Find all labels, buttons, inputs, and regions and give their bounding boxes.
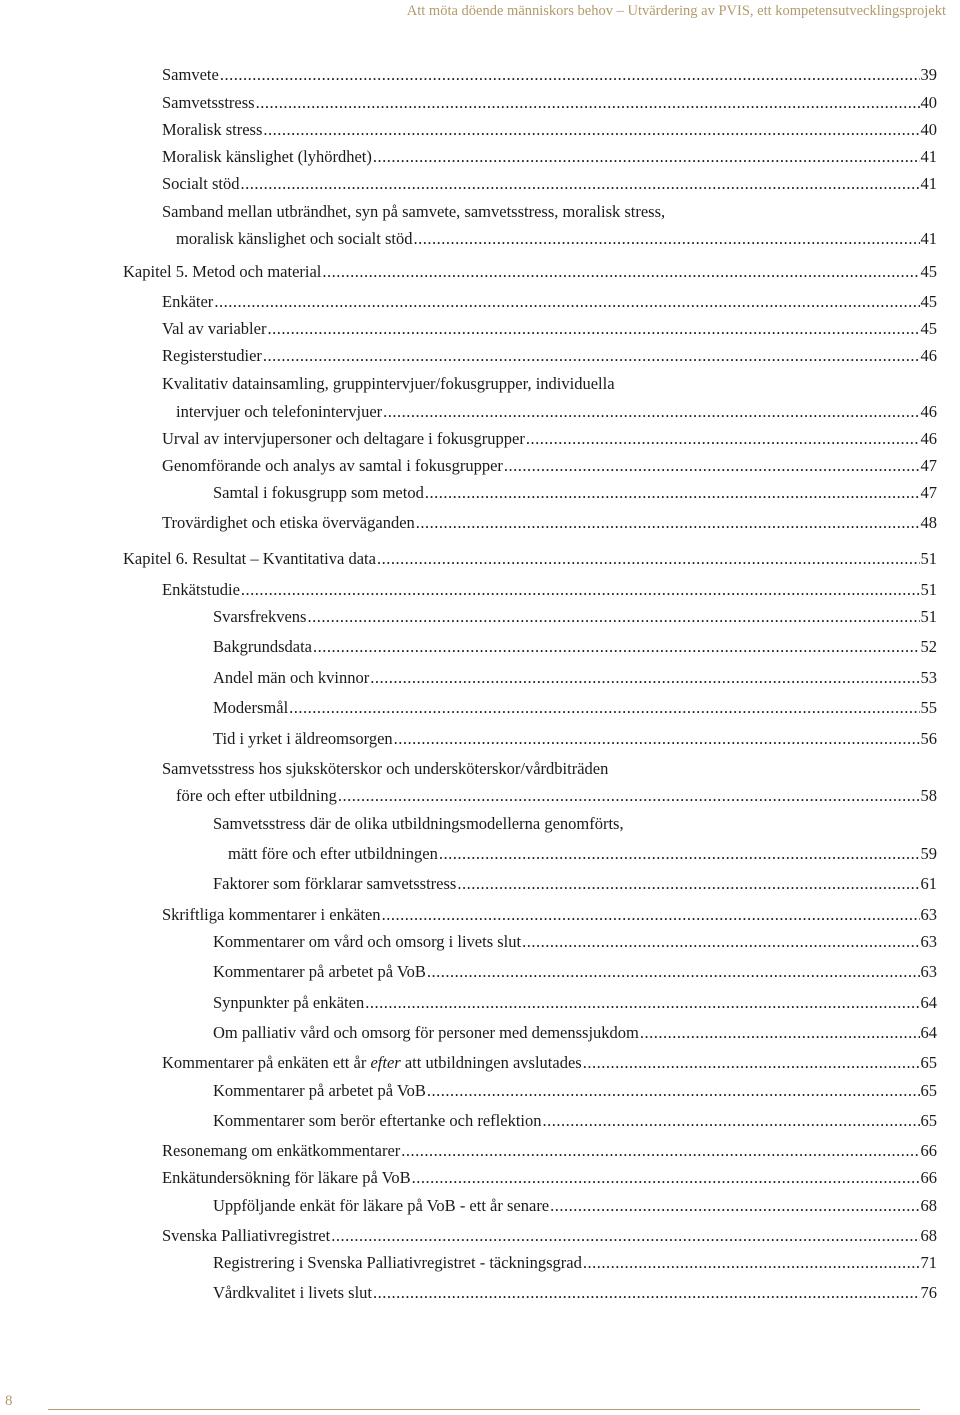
dot-leader	[331, 1225, 919, 1247]
dot-leader	[289, 697, 919, 719]
toc-entry-title: Samband mellan utbrändhet, syn på samvete, samvetsstress, moralisk stress,	[162, 202, 666, 221]
toc-entry-title: Bakgrundsdata	[213, 637, 312, 656]
dot-leader	[263, 119, 919, 141]
dot-leader	[583, 1052, 920, 1074]
toc-entry	[162, 318, 937, 340]
dot-leader	[425, 482, 920, 504]
toc-entry-title: Trovärdighet och etiska överväganden	[162, 513, 415, 532]
toc-entry	[162, 512, 937, 534]
dot-leader	[338, 785, 920, 807]
toc-entry-title: Svarsfrekvens	[213, 607, 307, 626]
toc-entry	[162, 345, 937, 367]
dot-leader	[383, 401, 919, 423]
toc-entry-page: 63	[920, 905, 937, 924]
toc-entry-page: 45	[920, 262, 937, 281]
toc-entry-page: 63	[920, 932, 937, 951]
toc-entry	[162, 904, 937, 926]
toc-entry-title: Skriftliga kommentarer i enkäten	[162, 905, 381, 924]
toc-entry-title: Enkätundersökning för läkare på VoB	[162, 1168, 411, 1187]
toc-entry	[176, 228, 937, 250]
toc-entry-title: Kvalitativ datainsamling, gruppintervjuer/fokusgrupper, individuella	[162, 374, 615, 393]
dot-leader	[416, 512, 920, 534]
toc-entry	[162, 1225, 937, 1247]
toc-entry-title: Tid i yrket i äldreomsorgen	[213, 729, 393, 748]
dot-leader	[241, 579, 920, 601]
toc-entry	[213, 1195, 937, 1217]
dot-leader	[413, 228, 919, 250]
toc-entry	[162, 173, 937, 195]
dot-leader	[220, 64, 920, 86]
toc-entry-title: moralisk känslighet och socialt stöd	[176, 229, 413, 248]
dot-leader	[394, 728, 920, 750]
toc-entry-title: Kommentarer på arbetet på VoB	[213, 962, 426, 981]
toc-entry-page: 65	[920, 1081, 937, 1100]
toc-entry-title: Samvetsstress där de olika utbildningsmodellerna genomförts,	[213, 814, 624, 833]
dot-leader	[550, 1195, 919, 1217]
dot-leader	[322, 261, 919, 283]
dot-leader	[307, 606, 919, 628]
toc-entry-title: Enkäter	[162, 292, 214, 311]
toc-entry-title: Registerstudier	[162, 346, 262, 365]
dot-leader	[313, 636, 920, 658]
toc-entry-title: Socialt stöd	[162, 174, 240, 193]
toc-entry-page: 40	[920, 120, 937, 139]
dot-leader	[214, 291, 919, 313]
toc-entry	[213, 636, 937, 658]
dot-leader	[439, 843, 920, 865]
toc-entry-page: 46	[920, 402, 937, 421]
toc-entry	[228, 843, 937, 865]
dot-leader	[382, 904, 920, 926]
toc-entry-title: Enkätstudie	[162, 580, 240, 599]
toc-entry-page: 39	[920, 65, 937, 84]
dot-leader	[526, 428, 920, 450]
toc-entry-page: 56	[920, 729, 937, 748]
toc-entry-title: Kommentarer om vård och omsorg i livets slut	[213, 932, 522, 951]
dot-leader	[457, 873, 919, 895]
toc-entry	[162, 1140, 937, 1162]
toc-entry	[213, 961, 937, 983]
toc-entry-page: 65	[920, 1111, 937, 1130]
toc-entry	[162, 455, 937, 477]
toc-entry	[162, 373, 937, 395]
toc-entry-page: 51	[920, 549, 937, 568]
toc-entry-title: Moralisk känslighet (lyhördhet)	[162, 147, 372, 166]
toc-entry-title: Samvete	[162, 65, 219, 84]
toc-entry	[213, 697, 937, 719]
dot-leader	[240, 173, 919, 195]
toc-entry-page: 68	[920, 1196, 937, 1215]
toc-entry	[162, 201, 937, 223]
toc-entry	[162, 428, 937, 450]
toc-entry-page: 66	[920, 1141, 937, 1160]
toc-entry-page: 45	[920, 292, 937, 311]
running-header: Att möta döende människors behov – Utvärdering av PVIS, ett kompetensutvecklingsprojekt	[406, 3, 946, 19]
toc-entry-page: 40	[920, 93, 937, 112]
toc-entry-page: 59	[920, 844, 937, 863]
toc-entry	[162, 291, 937, 313]
toc-entry-page: 52	[920, 637, 937, 656]
toc-entry	[162, 579, 937, 601]
toc-entry-title: Svenska Palliativregistret	[162, 1226, 331, 1245]
toc-entry-page: 41	[920, 147, 937, 166]
toc-entry	[162, 1167, 937, 1189]
toc-entry-title: Genomförande och analys av samtal i fokusgrupper	[162, 456, 503, 475]
toc-entry-page: 51	[920, 580, 937, 599]
toc-entry-title: Kommentarer på arbetet på VoB	[213, 1081, 426, 1100]
toc-entry-page: 47	[920, 456, 937, 475]
toc-entry	[213, 728, 937, 750]
toc-entry-page: 63	[920, 962, 937, 981]
toc-entry-title: Faktorer som förklarar samvetsstress	[213, 874, 457, 893]
dot-leader	[583, 1252, 920, 1274]
toc-entry-page: 61	[920, 874, 937, 893]
toc-entry-title: Resonemang om enkätkommentarer	[162, 1141, 401, 1160]
dot-leader	[427, 961, 920, 983]
toc-entry	[213, 813, 937, 835]
toc-entry	[162, 92, 937, 114]
toc-entry-page: 64	[920, 1023, 937, 1042]
toc-entry-title: mätt före och efter utbildningen	[228, 844, 438, 863]
toc-entry-page: 46	[920, 346, 937, 365]
toc-entry-title: Modersmål	[213, 698, 289, 717]
toc-entry-title: Kapitel 5. Metod och material	[123, 262, 322, 281]
toc-entry-title: före och efter utbildning	[176, 786, 337, 805]
toc-entry	[176, 401, 937, 423]
toc-entry-page: 68	[920, 1226, 937, 1245]
toc-entry-page: 48	[920, 513, 937, 532]
toc-entry	[162, 146, 937, 168]
toc-chapter-entry	[123, 548, 937, 570]
toc-entry-page: 47	[920, 483, 937, 502]
toc-entry-title: Uppföljande enkät för läkare på VoB - ett år senare	[213, 1196, 550, 1215]
toc-entry-page: 65	[920, 1053, 937, 1072]
toc-entry-title: Moralisk stress	[162, 120, 263, 139]
toc-entry-title: intervjuer och telefonintervjuer	[176, 402, 383, 421]
dot-leader	[522, 931, 919, 953]
toc-entry-title: Synpunkter på enkäten	[213, 993, 365, 1012]
toc-entry-title: Samvetsstress hos sjuksköterskor och undersköterskor/vårdbiträden	[162, 759, 609, 778]
toc-entry-page: 51	[920, 607, 937, 626]
toc-entry-title: Andel män och kvinnor	[213, 668, 370, 687]
page-number: 8	[5, 1393, 13, 1409]
toc-entry	[213, 1080, 937, 1102]
toc-entry-page: 76	[920, 1283, 937, 1302]
toc-entry-page: 71	[920, 1253, 937, 1272]
dot-leader	[263, 345, 920, 367]
dot-leader	[543, 1110, 920, 1132]
toc-entry-page: 41	[920, 229, 937, 248]
dot-leader	[401, 1140, 919, 1162]
dot-leader	[427, 1080, 920, 1102]
toc-entry-page: 58	[920, 786, 937, 805]
dot-leader	[373, 146, 920, 168]
toc-entry-page: 53	[920, 668, 937, 687]
toc-entry	[213, 482, 937, 504]
dot-leader	[365, 992, 919, 1014]
toc-entry	[162, 119, 937, 141]
toc-entry-title: Urval av intervjupersoner och deltagare i fokusgrupper	[162, 429, 525, 448]
toc-entry-title: Kapitel 6. Resultat – Kvantitativa data	[123, 549, 376, 568]
toc-chapter-entry	[123, 261, 937, 283]
toc-entry-title: Samtal i fokusgrupp som metod	[213, 483, 424, 502]
toc-entry	[213, 931, 937, 953]
dot-leader	[640, 1022, 920, 1044]
toc-entry-page: 55	[920, 698, 937, 717]
toc-entry-title: Val av variabler	[162, 319, 267, 338]
toc-entry	[213, 1282, 937, 1304]
dot-leader	[256, 92, 920, 114]
toc-entry	[213, 992, 937, 1014]
toc-entry-title: Samvetsstress	[162, 93, 255, 112]
dot-leader	[267, 318, 919, 340]
dot-leader	[377, 548, 920, 570]
toc-entry-title: Om palliativ vård och omsorg för personer med demenssjukdom	[213, 1023, 639, 1042]
toc-entry	[162, 758, 937, 780]
toc-entry	[213, 1110, 937, 1132]
toc-entry	[213, 1252, 937, 1274]
toc-entry-page: 66	[920, 1168, 937, 1187]
toc-entry-title: Kommentarer som berör eftertanke och reflektion	[213, 1111, 542, 1130]
toc-entry-page: 64	[920, 993, 937, 1012]
toc-entry-title: Kommentarer på enkäten ett år efter att utbildningen avslutades	[162, 1053, 582, 1072]
toc-entry	[213, 606, 937, 628]
toc-entry-page: 41	[920, 174, 937, 193]
toc-entry-title: Vårdkvalitet i livets slut	[213, 1283, 373, 1302]
dot-leader	[370, 667, 919, 689]
dot-leader	[504, 455, 920, 477]
toc-entry-page: 45	[920, 319, 937, 338]
dot-leader	[373, 1282, 919, 1304]
toc-entry-page: 46	[920, 429, 937, 448]
toc-entry	[162, 1052, 937, 1074]
footer-rule	[48, 1409, 920, 1410]
toc-entry	[162, 64, 937, 86]
toc-entry	[213, 873, 937, 895]
toc-entry-title: Registrering i Svenska Palliativregistret - täckningsgrad	[213, 1253, 582, 1272]
toc-entry	[213, 1022, 937, 1044]
toc-entry	[213, 667, 937, 689]
dot-leader	[412, 1167, 920, 1189]
toc-entry	[176, 785, 937, 807]
